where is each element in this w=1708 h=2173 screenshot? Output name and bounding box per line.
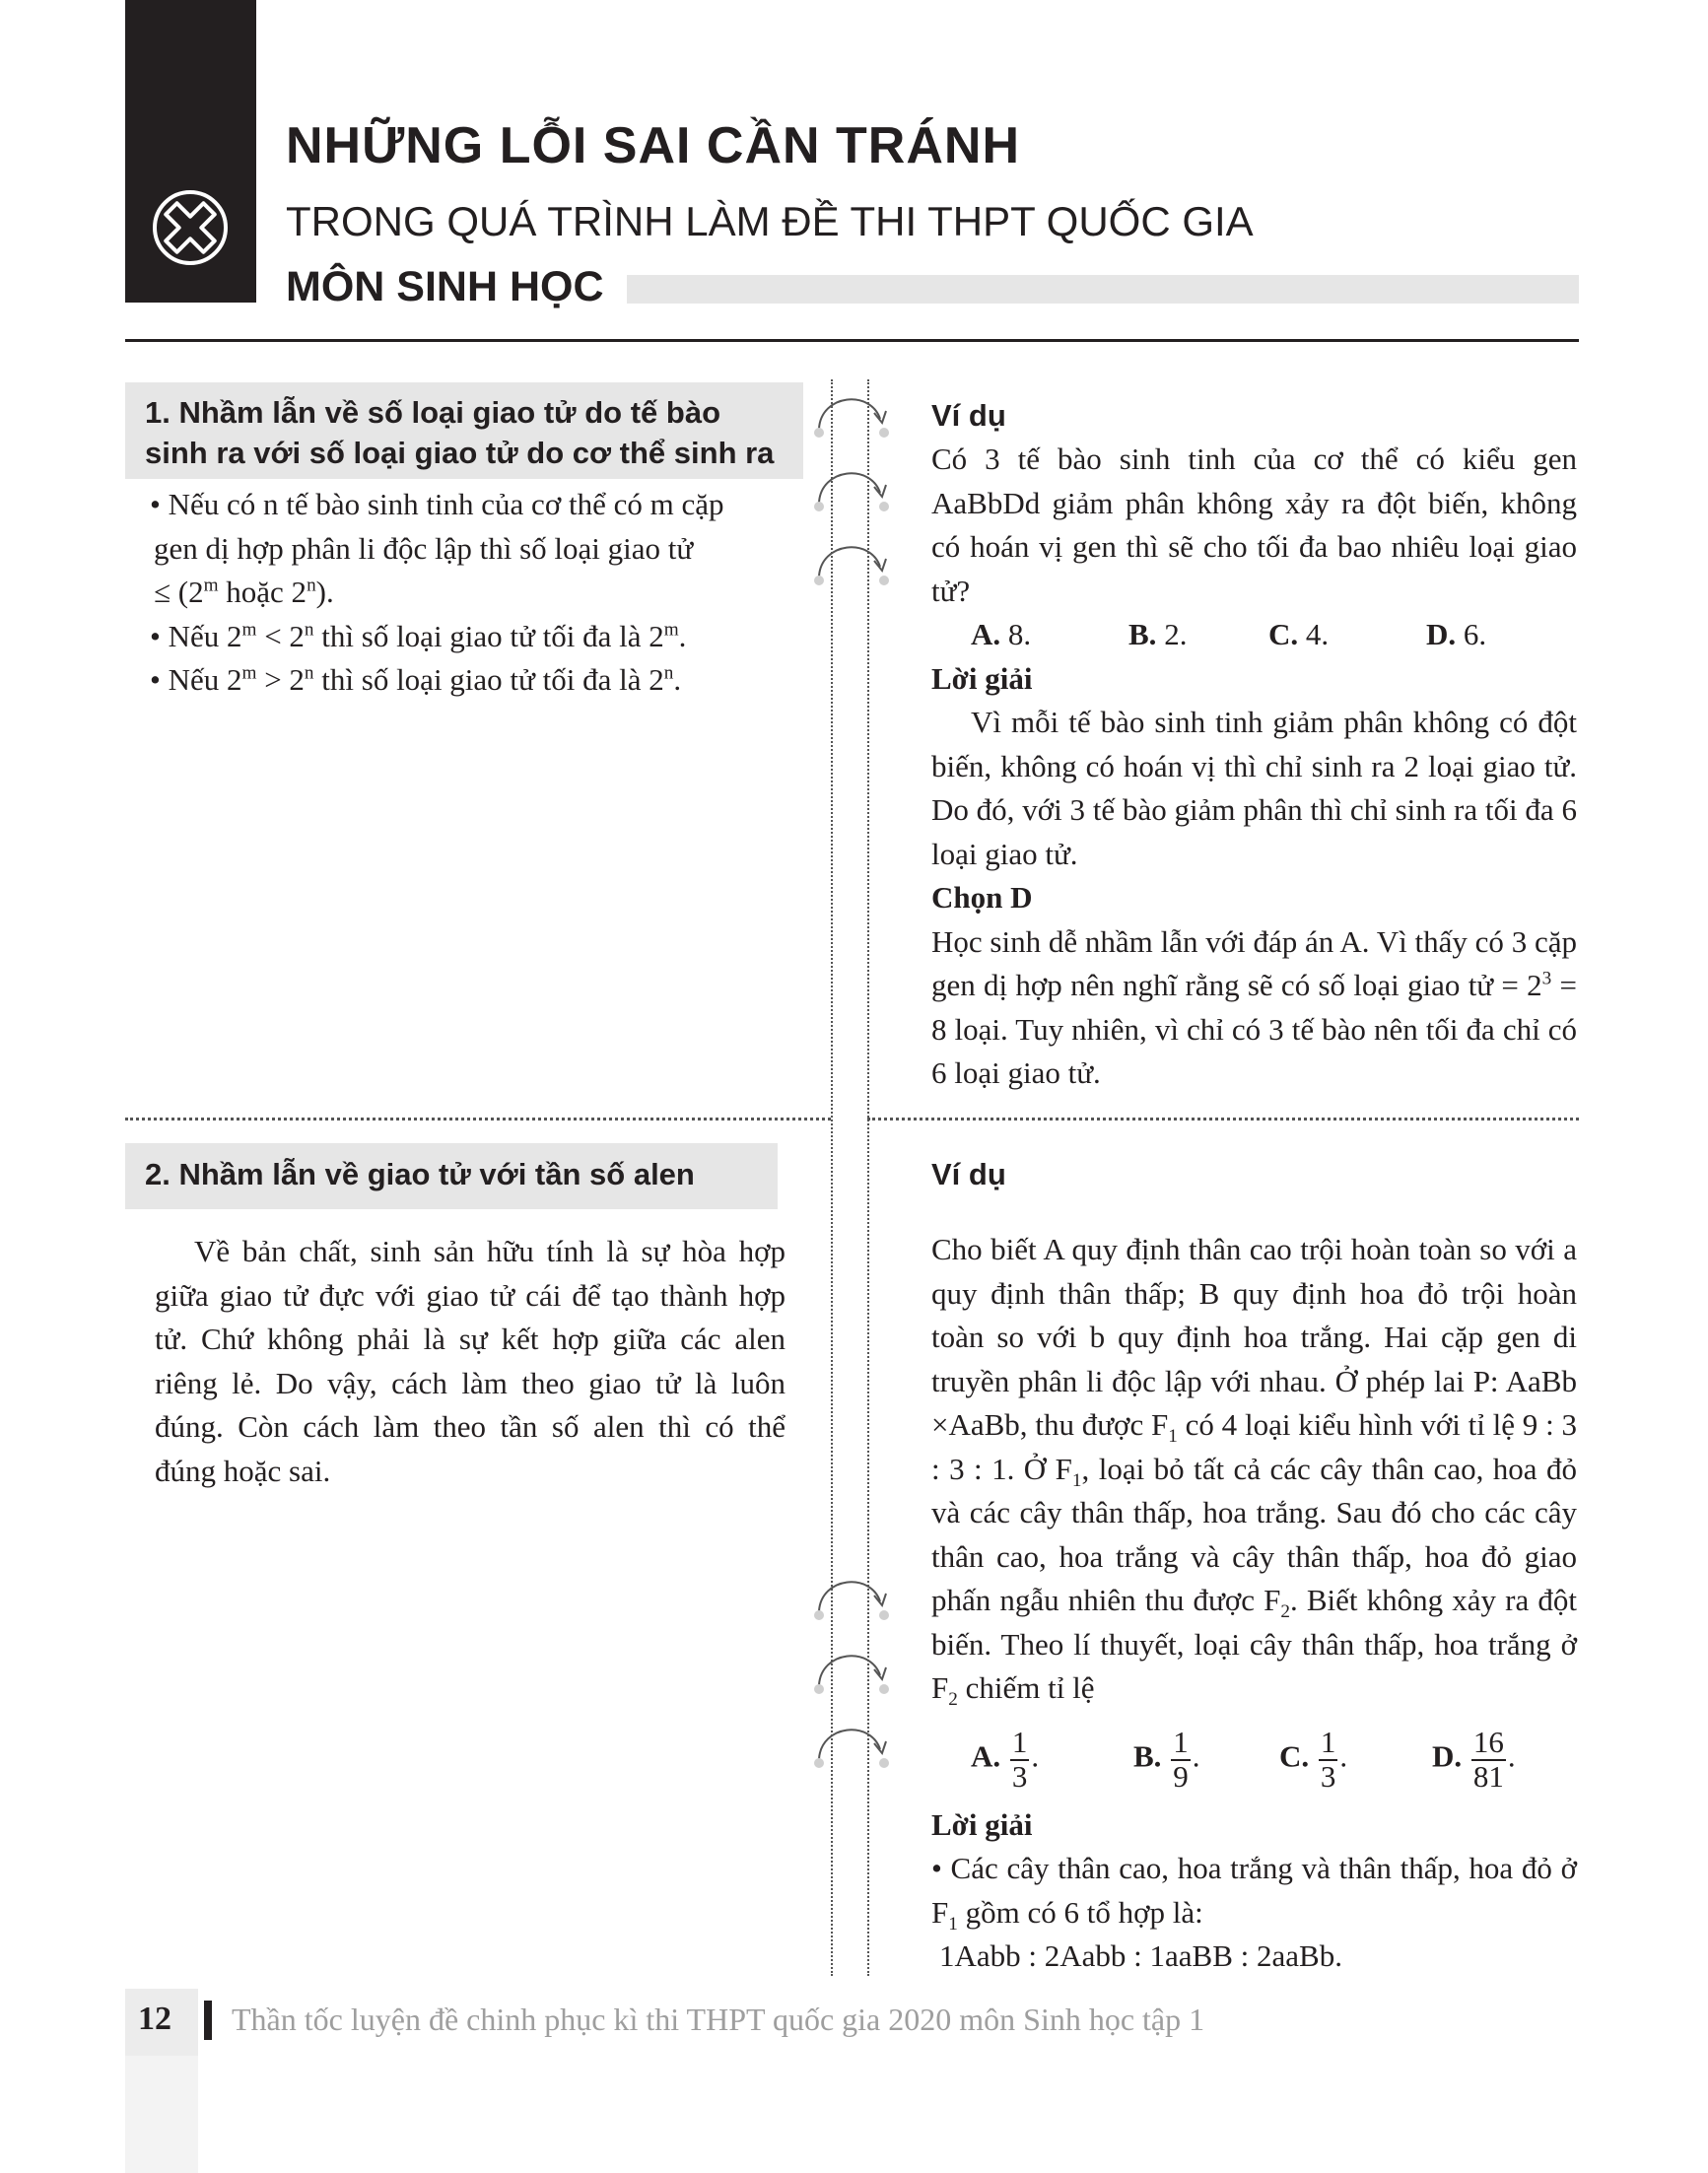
section-1-heading [125,382,803,479]
rule-3: • Nếu $2^m > 2^n$ thì số loại giao tử tối đa là 2$^n$. [150,662,682,697]
example-question-2: Cho biết A quy định thân cao trội hoàn toàn so với a quy định thân thấp; B quy định hoa đỏ trội hoàn toàn so với b quy định hoa trắng. Hai cặp gen di truyền phân li độc lập với nhau. Ở phép lai P: AaBb ×AaBb, thu được $F_1$ có 4 loại kiểu hình với tỉ lệ 9 : 3 : 3 : 1. Ở $F_1$, loại bỏ tất cả các cây thân cao, hoa đỏ và các cây thân thấp, hoa trắng. Sau đó cho các cây thân cao, hoa trắng và cây thân thấp, hoa đỏ giao phấn ngẫu nhiên thu được $F_2$. Biết không xảy ra đột biến. Theo lí thuyết, loại cây thân thấp, hoa trắng ở $F_2$ chiếm tỉ lệ [931,1232,1577,1711]
choice-b-2: B. $\frac{1}{9}$ . [1133,1724,1200,1794]
section-1-heading-line1: 1. Nhầm lẫn về số loại giao tử do tế bào [145,395,721,430]
header-rule [125,339,1579,342]
section-2-example [931,1153,1577,1979]
footer-page-strip [125,2056,198,2173]
close-circle-icon [150,187,231,268]
section-2-heading: 2. Nhầm lẫn về giao tử với tần số alen [125,1143,778,1209]
binder-rings-top [803,389,902,596]
section-1-rules [150,483,790,703]
section-1-heading-line2: sinh ra với số loại giao tử do cơ thể sinh ra [145,436,775,470]
rule-2: • Nếu $2^m < 2^n$ thì số loại giao tử tối đa là 2$^m$. [150,618,687,653]
choice-a: A. 8. [971,617,1032,651]
choice-c: C. 4. [1268,617,1330,651]
binder-rings-bottom [803,1567,902,1794]
rule-1-line3: ≤ ($2^m$ hoặc 2$^n$). [154,575,334,609]
choice-d: D. 6. [1426,617,1487,651]
solution-text-2: • Các cây thân cao, hoa trắng và thân thấp, hoa đỏ ở $F_1$ gồm có 6 tổ hợp là: [931,1851,1577,1935]
section-divider-left [125,1118,831,1120]
section-divider-right [867,1118,1579,1120]
solution-label-2: Lời giải [931,1806,1033,1842]
answer-choices [931,613,1577,657]
common-mistake-note: Học sinh dễ nhầm lẫn với đáp án A. Vì thấy có 3 cặp gen dị hợp nên nghĩ rằng sẽ có số loại giao tử = $2^3 = 8$ loại. Tuy nhiên, vì chỉ có 3 tế bào nên tối đa chỉ có 6 loại giao tử. [931,923,1578,1090]
example-label-2: Ví dụ [931,1157,1006,1191]
choice-c-2: C. $\frac{1}{3}$ . [1279,1724,1348,1794]
solution-text: Vì mỗi tế bào sinh tinh giảm phân không có đột biến, không có hoán vị thì chỉ sinh ra 2 loại giao tử. Do đó, với 3 tế bào giảm phân thì chỉ sinh ra tối đa 6 loại giao tử. [931,705,1577,871]
page-number: 12 [138,2001,171,2037]
example-label: Ví dụ [931,398,1006,433]
solution-combinations: 1Aabb : 2Aabb : 1aaBB : 2aaBb. [939,1938,1342,1973]
section-2-explanation: Về bản chất, sinh sản hữu tính là sự hòa hợp giữa giao tử đực với giao tử cái để tạo thành hợp tử. Chứ không phải là sự kết hợp giữa các alen riêng lẻ. Do vậy, cách làm theo giao tử là luôn đúng. Còn cách làm theo tần số alen thì có thể đúng hoặc sai. [155,1234,786,1488]
solution-label: Lời giải [931,660,1033,696]
choice-a-2: A. $\frac{1}{3}$ . [971,1724,1040,1794]
rule-1-line1: • Nếu có n tế bào sinh tinh của cơ thể có m cặp [150,487,724,521]
footer-divider-bar [204,2001,212,2040]
example-question: Có 3 tế bào sinh tinh của cơ thể có kiểu gen AaBbDd giảm phân không xảy ra đột biến, không có hoán vị gen thì sẽ cho tối đa bao nhiêu loại giao tử? [931,441,1577,608]
answer-choices-2 [931,1717,1577,1803]
choice-b: B. 2. [1128,617,1188,651]
subject-title-bar [627,275,1579,304]
section-1-example [931,394,1577,1096]
answer-label: Chọn D [931,880,1033,915]
choice-d-2: D. $\frac{16}{81}$ . [1432,1724,1516,1794]
footer-book-title: Thần tốc luyện đề chinh phục kì thi THPT quốc gia 2020 môn Sinh học tập 1 [232,2002,1205,2037]
page-title: NHỮNG LỖI SAI CẦN TRÁNH [286,117,1021,174]
subject-title: MÔN SINH HỌC [286,263,604,310]
page-subtitle: TRONG QUÁ TRÌNH LÀM ĐỀ THI THPT QUỐC GIA [286,198,1254,244]
rule-1-line2: gen dị hợp phân li độc lập thì số loại giao tử [154,530,694,566]
